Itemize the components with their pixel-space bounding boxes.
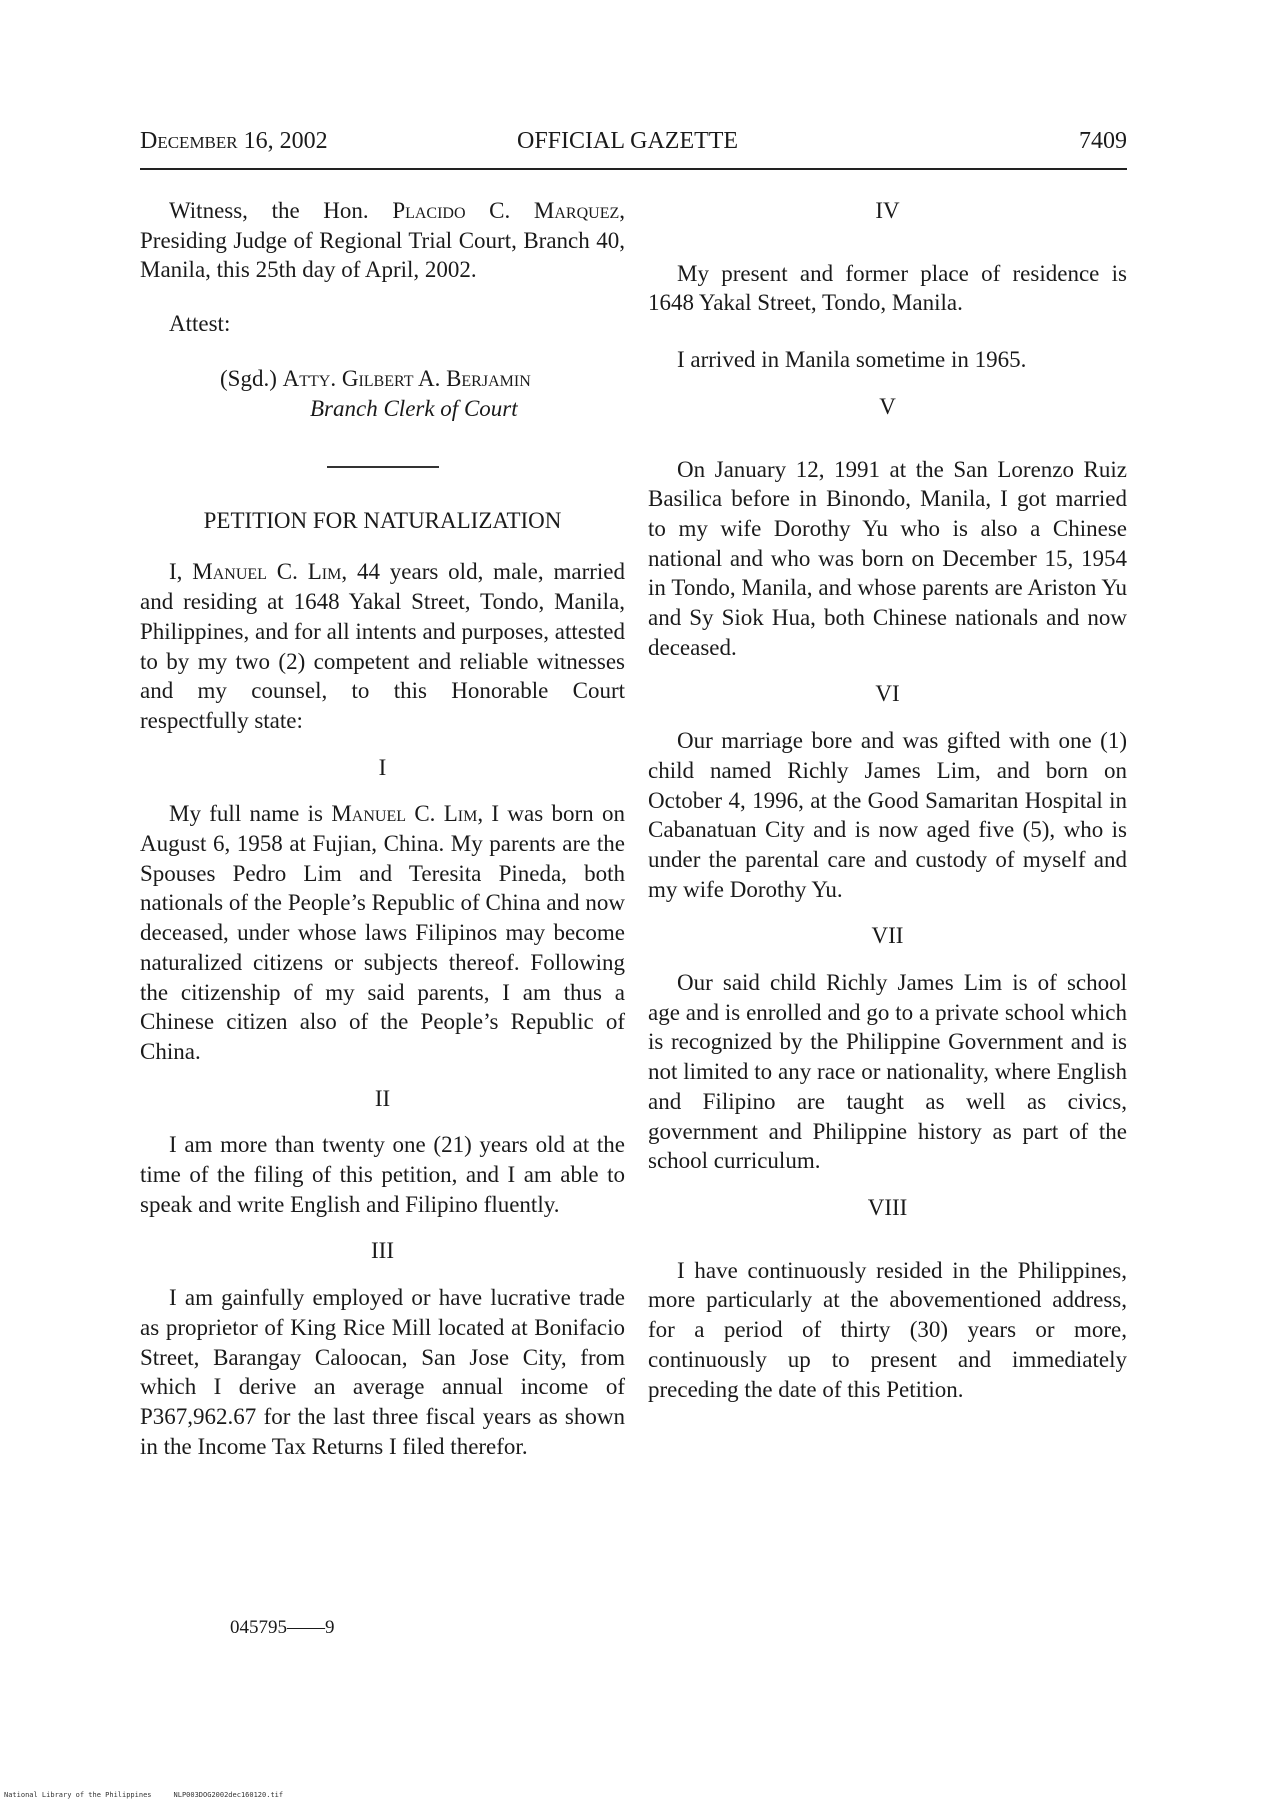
section-4-paragraph: My present and former place of residence is 1648 Yakal Street, Tondo, Manila. bbox=[648, 260, 1127, 316]
clerk-title: Branch Clerk of Court bbox=[310, 395, 518, 421]
publication-title: OFFICIAL GAZETTE bbox=[517, 128, 739, 154]
section-7-paragraph: Our said child Richly James Lim is of school age and is enrolled and go to a private school which is recognized by the Philippine Government and is not limited to any race or nationality, where English and Filipino are taught as well as civics, government and Philippine history as part of the school curriculum. bbox=[648, 970, 1127, 1174]
judge-name: Placido C. Marquez, bbox=[392, 198, 625, 223]
section-heading: II bbox=[374, 1085, 391, 1111]
right-column bbox=[648, 196, 1127, 1404]
issue-date: December 16, 2002 bbox=[140, 128, 328, 154]
section-heading: III bbox=[371, 1238, 394, 1264]
page-number: 7409 bbox=[1079, 128, 1127, 154]
header-rule bbox=[140, 168, 1127, 170]
section-2-paragraph: I am more than twenty one (21) years old at the time of the filing of this petition, and I am able to speak and write English and Filipino fluently. bbox=[140, 1132, 625, 1217]
scan-filename: NLP003DOG2002dec160120.tif bbox=[173, 1791, 284, 1799]
section-3-paragraph: I am gainfully employed or have lucrative trade as proprietor of King Rice Mill located at Bonifacio Street, Barangay Caloocan, San Jose City, from which I derive an average annual income of P367,962.67 for the last three fiscal years as shown in the Income Tax Returns I filed therefor. bbox=[140, 1285, 625, 1459]
document-code: 045795——9 bbox=[230, 1617, 335, 1638]
section-5-paragraph: On January 12, 1991 at the San Lorenzo Ruiz Basilica before in Binondo, Manila, I got married to my wife Dorothy Yu who is also a Chinese national and who was born on December 15, 1954 in Tondo, Manila, and whose parents are Ariston Yu and Sy Siok Hua, both Chinese nationals and now deceased. bbox=[648, 456, 1127, 660]
section-8-paragraph: I have continuously resided in the Philippines, more particularly at the abovementioned address, for a period of thirty (30) years or more, continuously up to present and immediately preceding the date of this Petition. bbox=[648, 1257, 1127, 1402]
section-heading: V bbox=[879, 393, 896, 419]
section-heading: I bbox=[378, 754, 387, 780]
section-1-paragraph: My full name is Manuel C. Lim, I was born on August 6, 1958 at Fujian, China. My parents are the Spouses Pedro Lim and Teresita Pineda, both nationals of the People’s Republic of China and now deceased, under whose laws Filipinos may become naturalized citizens or subjects thereof. Following the citizenship of my said parents, I am thus a Chinese citizen also of the People’s Republic of China. bbox=[140, 801, 625, 1064]
section-6-paragraph: Our marriage bore and was gifted with one (1) child named Richly James Lim, and born on October 4, 1996, at the Good Samaritan Hospital in Cabanatuan City and is now aged five (5), who is under the parental care and custody of myself and my wife Dorothy Yu. bbox=[648, 728, 1127, 902]
scan-library: National Library of the Philippines bbox=[4, 1791, 152, 1799]
section-heading: VII bbox=[871, 923, 904, 949]
clerk-name: Atty. Gilbert A. Berjamin bbox=[282, 365, 531, 391]
section-heading: VI bbox=[875, 681, 900, 707]
intro-paragraph: I, Manuel C. Lim, 44 years old, male, married and residing at 1648 Yakal Street, Tondo, Manila, Philippines, and for all intents and purposes, attested to by my two (2) competent and reliable witnesses and my counsel, to this Honorable Court respectfully state: bbox=[140, 559, 625, 733]
section-4-arrival: I arrived in Manila sometime in 1965. bbox=[677, 347, 1027, 373]
section-separator bbox=[327, 466, 439, 468]
petitioner-name: Manuel C. Lim bbox=[331, 801, 478, 827]
scan-footer bbox=[4, 1791, 283, 1799]
attest-label: Attest: bbox=[169, 311, 231, 337]
signature-block: (Sgd.) Atty. Gilbert A. Berjamin Branch Clerk of Court bbox=[140, 364, 625, 423]
page-header bbox=[140, 128, 1127, 162]
section-heading: VIII bbox=[867, 1194, 908, 1220]
petitioner-name: Manuel C. Lim bbox=[192, 559, 342, 585]
section-heading: IV bbox=[875, 198, 900, 223]
witness-paragraph: Witness, the Hon. Placido C. Marquez, Presiding Judge of Regional Trial Court, Branch 40, Manila, this 25th day of April, 2002. bbox=[140, 198, 625, 283]
left-column bbox=[140, 196, 625, 1461]
petition-title: PETITION FOR NATURALIZATION bbox=[203, 507, 562, 533]
